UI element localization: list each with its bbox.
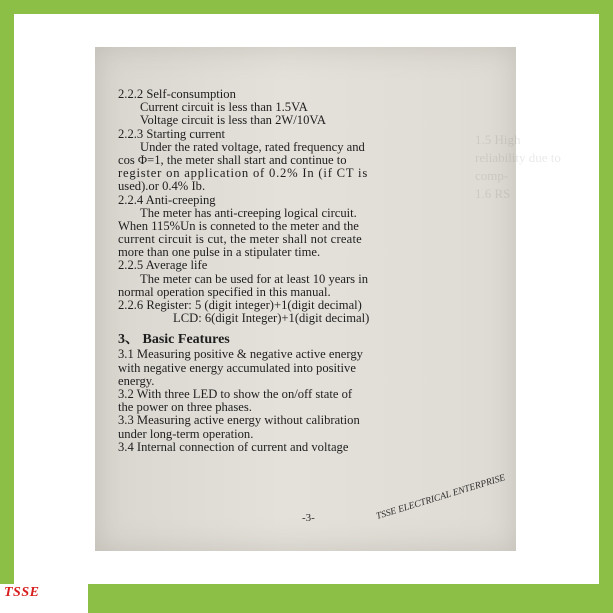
- feature-line: 3.4 Internal connection of current and voltage: [118, 439, 349, 454]
- page-number: -3-: [302, 512, 315, 524]
- brand-logo-text: TSSE: [4, 585, 40, 600]
- green-border-right: [599, 0, 613, 584]
- text-line: register on application of 0.2% In (if CT is: [118, 166, 369, 181]
- heading-2-2-2: 2.2.2 Self-consumption: [118, 87, 236, 101]
- feature-line: the power on three phases.: [118, 400, 252, 415]
- text-line: Voltage circuit is less than 2W/10VA: [140, 113, 326, 128]
- text-line: Under the rated voltage, rated frequency and: [140, 139, 365, 154]
- green-border-top: [0, 0, 613, 14]
- green-border-left: [0, 0, 14, 584]
- text-line: LCD: 6(digit Integer)+1(digit decimal): [173, 311, 370, 326]
- text-line: The meter has anti-creeping logical circuit.: [140, 205, 357, 220]
- text-line: more than one pulse in a stipulater time.: [118, 245, 321, 260]
- green-border-bottom: [88, 584, 613, 613]
- text-line: When 115%Un is conneted to the meter and the: [118, 218, 359, 233]
- text-line: cos Φ=1, the meter shall start and continue to: [118, 152, 347, 167]
- heading-2-2-3: 2.2.3 Starting current: [118, 126, 226, 141]
- text-line: The meter can be used for at least 10 years in: [140, 271, 368, 286]
- bleed-through-line: 1.6 RS: [475, 186, 511, 201]
- text-line: normal operation specified in this manual.: [118, 284, 331, 299]
- text-line: used).or 0.4% Ib.: [118, 179, 206, 194]
- watermark: TSSE ELECTRICAL ENTERPRISE: [375, 473, 507, 522]
- heading-2-2-4: 2.2.4 Anti-creeping: [118, 192, 216, 207]
- bleed-through-line: comp-: [475, 168, 509, 183]
- text-line: Current circuit is less than 1.5VA: [140, 100, 308, 115]
- feature-line: 3.2 With three LED to show the on/off state of: [118, 386, 353, 401]
- manual-text-block: [118, 88, 503, 454]
- section-title: 3、 Basic Features: [118, 332, 230, 348]
- bleed-through-line: 1.5 High reliability due to: [475, 132, 561, 165]
- feature-line: under long-term operation.: [118, 426, 254, 441]
- feature-line: with negative energy accumulated into positive: [118, 360, 356, 375]
- heading-2-2-5: 2.2.5 Average life: [118, 258, 208, 273]
- feature-line: 3.3 Measuring active energy without calibration: [118, 413, 360, 428]
- heading-2-2-6: 2.2.6 Register: 5 (digit integer)+1(digit decimal): [118, 298, 362, 312]
- text-line: current circuit is cut, the meter shall not create: [118, 232, 362, 247]
- feature-line: energy.: [118, 373, 155, 388]
- feature-line: 3.1 Measuring positive & negative active energy: [118, 347, 363, 362]
